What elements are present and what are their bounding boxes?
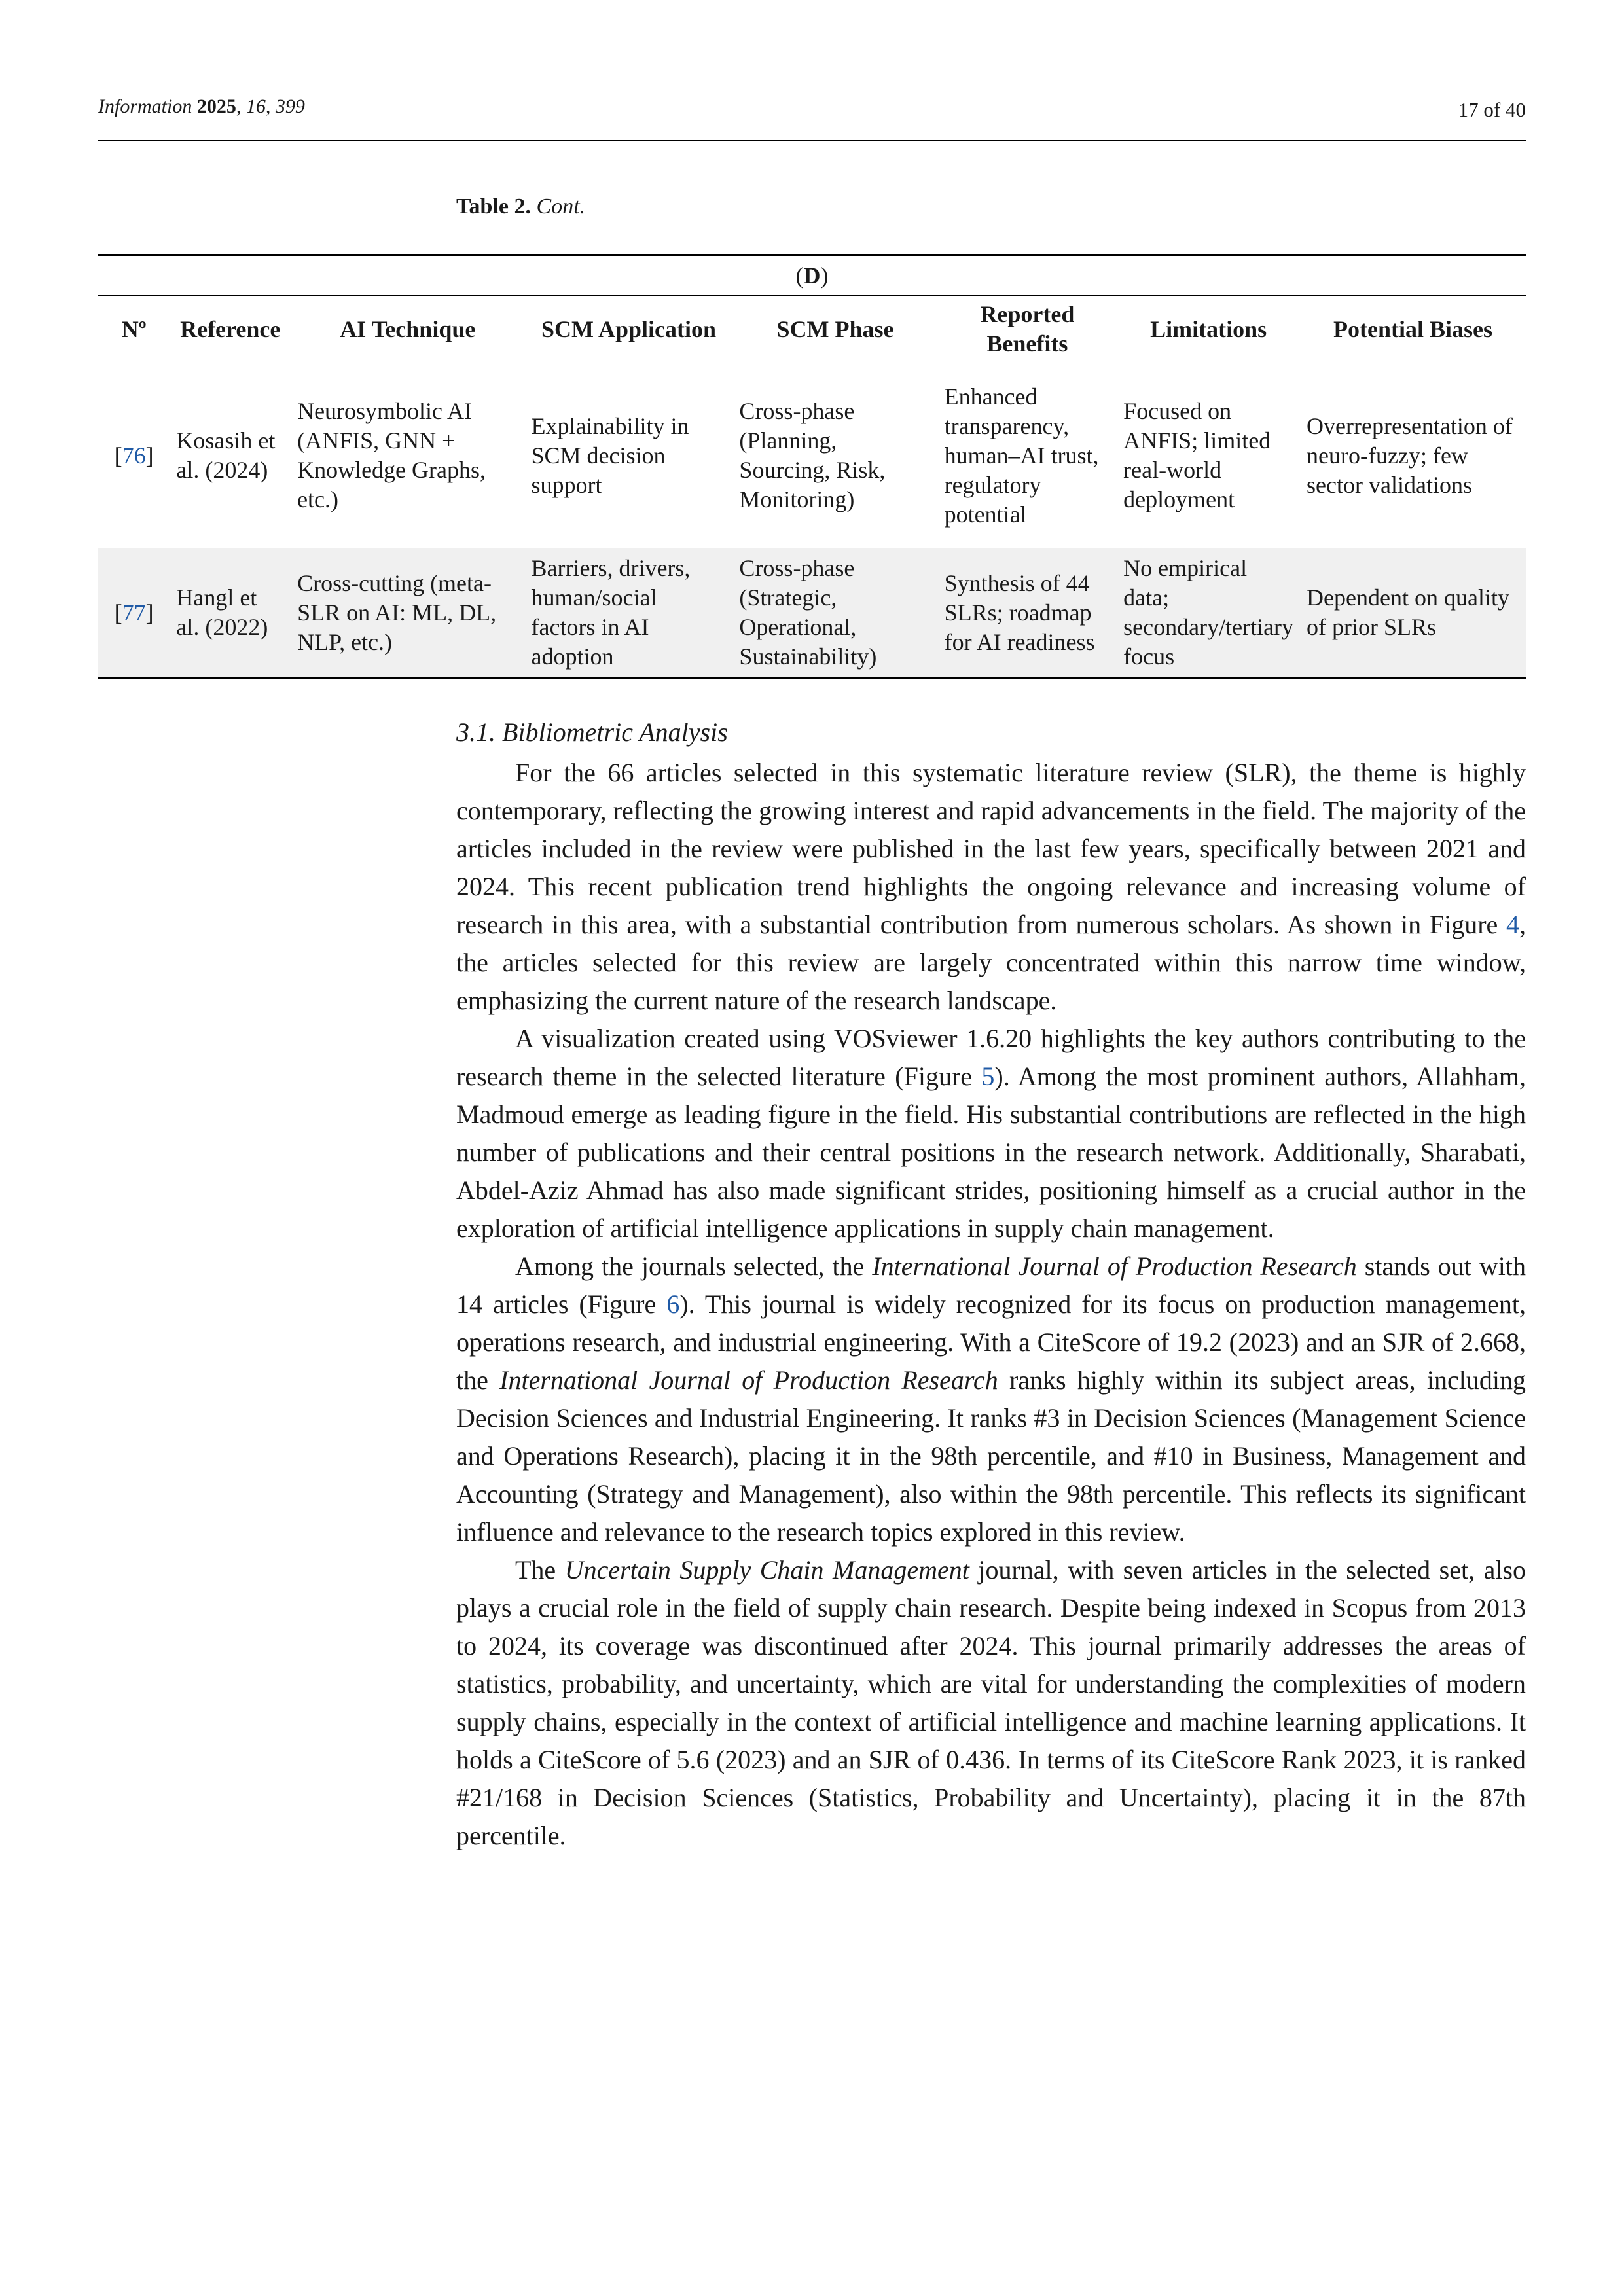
benefits-cell: Synthesis of 44 SLRs; roadmap for AI readiness (938, 548, 1117, 678)
col-header-biases: Potential Biases (1300, 296, 1526, 363)
reference-cell: Kosasih et al. (2024) (176, 427, 276, 483)
journal-title: International Journal of Production Research (499, 1365, 998, 1395)
col-header-reference: Reference (170, 296, 291, 363)
table-caption-label: Table 2. (456, 194, 532, 219)
limitations-cell: Focused on ANFIS; limited real-world deployment (1123, 398, 1271, 512)
col-header-application: SCM Application (525, 296, 733, 363)
phase-cell: Cross-phase (Strategic, Operational, Sustainability) (732, 548, 937, 678)
paragraph-2: A visualization created using VOSviewer 1.6.20 highlights the key authors contributing to the research theme in the selected literature (Figure 5). Among the most prominent authors, Allahham, Madmoud emerge as leading figure in the field. His substantial contributions are reflected in the high number of publications and their central positions in the research network. Additionally, Sharabati, Abdel-Aziz Ahmad has also made significant strides, positioning himself as a crucial author in the exploration of artificial intelligence applications in supply chain management. (456, 1024, 1526, 1243)
citation-link[interactable]: 76 (122, 442, 146, 469)
table-panel-label: (D) (795, 262, 829, 289)
citation-link[interactable]: 77 (122, 599, 146, 626)
table-row (98, 363, 1526, 548)
col-header-technique: AI Technique (291, 296, 524, 363)
col-header-limitations: Limitations (1117, 296, 1300, 363)
paragraph-4: The Uncertain Supply Chain Management journal, with seven articles in the selected set, also plays a crucial role in the field of supply chain research. Despite being indexed in Scopus from 2013 to 2024, its coverage was discontinued after 2024. This journal primarily addresses the areas of statistics, probability, and uncertainty, which are vital for understanding the complexities of modern supply chains, especially in the context of artificial intelligence and machine learning applications. It holds a CiteScore of 5.6 (2023) and an SJR of 0.436. In terms of its CiteScore Rank 2023, it is ranked #21/168 in Decision Sciences (Statistics, Probability and Uncertainty), placing it in the 87th percentile. (456, 1555, 1526, 1850)
figure-link[interactable]: 5 (981, 1062, 995, 1091)
journal-year: 2025 (196, 96, 236, 117)
section-heading: 3.1. Bibliometric Analysis (456, 717, 728, 747)
phase-cell: Cross-phase (Planning, Sourcing, Risk, Monitoring) (739, 398, 886, 512)
table-caption-text: Cont. (536, 194, 586, 219)
application-cell: Explainability in SCM decision support (531, 412, 689, 498)
col-header-num: Nº (98, 296, 170, 363)
application-cell: Barriers, drivers, human/social factors in AI adoption (525, 548, 733, 678)
row-num-cell: [77] (98, 548, 170, 678)
col-header-benefits: Reported Benefits (938, 296, 1117, 363)
journal-name: Information (98, 96, 192, 117)
journal-title: Uncertain Supply Chain Management (564, 1555, 969, 1585)
limitations-cell: No empirical data; secondary/tertiary focus (1117, 548, 1300, 678)
page-header (98, 90, 1526, 141)
col-header-phase: SCM Phase (732, 296, 937, 363)
figure-link[interactable]: 6 (666, 1289, 680, 1319)
table-row (98, 548, 1526, 678)
row-num-cell: [76] (114, 442, 154, 469)
journal-volume: 16 (245, 96, 266, 117)
table-2-panel-d (98, 254, 1526, 679)
table-panel-row (98, 255, 1526, 296)
body-text (456, 713, 1526, 1855)
page-number: 17 of 40 (1458, 98, 1526, 121)
reference-cell: Hangl et al. (2022) (170, 548, 291, 678)
table-header-row (98, 296, 1526, 363)
benefits-cell: Enhanced transparency, human–AI trust, regulatory potential (944, 383, 1099, 528)
biases-cell: Dependent on quality of prior SLRs (1300, 548, 1526, 678)
paragraph-1: For the 66 articles selected in this systematic literature review (SLR), the theme is highly contemporary, reflecting the growing interest and rapid advancements in the field. The majority of the articles included in the review were published in the last few years, specifically between 2021 and 2024. This recent publication trend highlights the ongoing relevance and increasing volume of research in this area, with a substantial contribution from numerous scholars. As shown in Figure 4, the articles selected for this review are largely concentrated within this narrow time window, emphasizing the current nature of the research landscape. (456, 758, 1526, 1015)
journal-title: International Journal of Production Research (872, 1251, 1357, 1281)
technique-cell: Neurosymbolic AI (ANFIS, GNN + Knowledge Graphs, etc.) (297, 398, 486, 512)
biases-cell: Overrepresentation of neuro-fuzzy; few sector validations (1307, 412, 1513, 498)
journal-citation: Information 2025, 16, 399 (98, 96, 305, 117)
article-number: 399 (275, 96, 305, 117)
figure-link[interactable]: 4 (1506, 910, 1519, 939)
paragraph-3: Among the journals selected, the International Journal of Production Research stands out with 14 articles (Figure 6). This journal is widely recognized for its focus on production management, operations research, and industrial engineering. With a CiteScore of 19.2 (2023) and an SJR of 2.668, the International Journal of Production Research ranks highly within its subject areas, including Decision Sciences and Industrial Engineering. It ranks #3 in Decision Sciences (Management Science and Operations Research), placing it in the 98th percentile, and #10 in Business, Management and Accounting (Strategy and Management), also within the 98th percentile. This reflects its significant influence and relevance to the research topics explored in this review. (456, 1251, 1526, 1547)
table-caption (456, 194, 585, 219)
technique-cell: Cross-cutting (meta-SLR on AI: ML, DL, NLP, etc.) (291, 548, 524, 678)
